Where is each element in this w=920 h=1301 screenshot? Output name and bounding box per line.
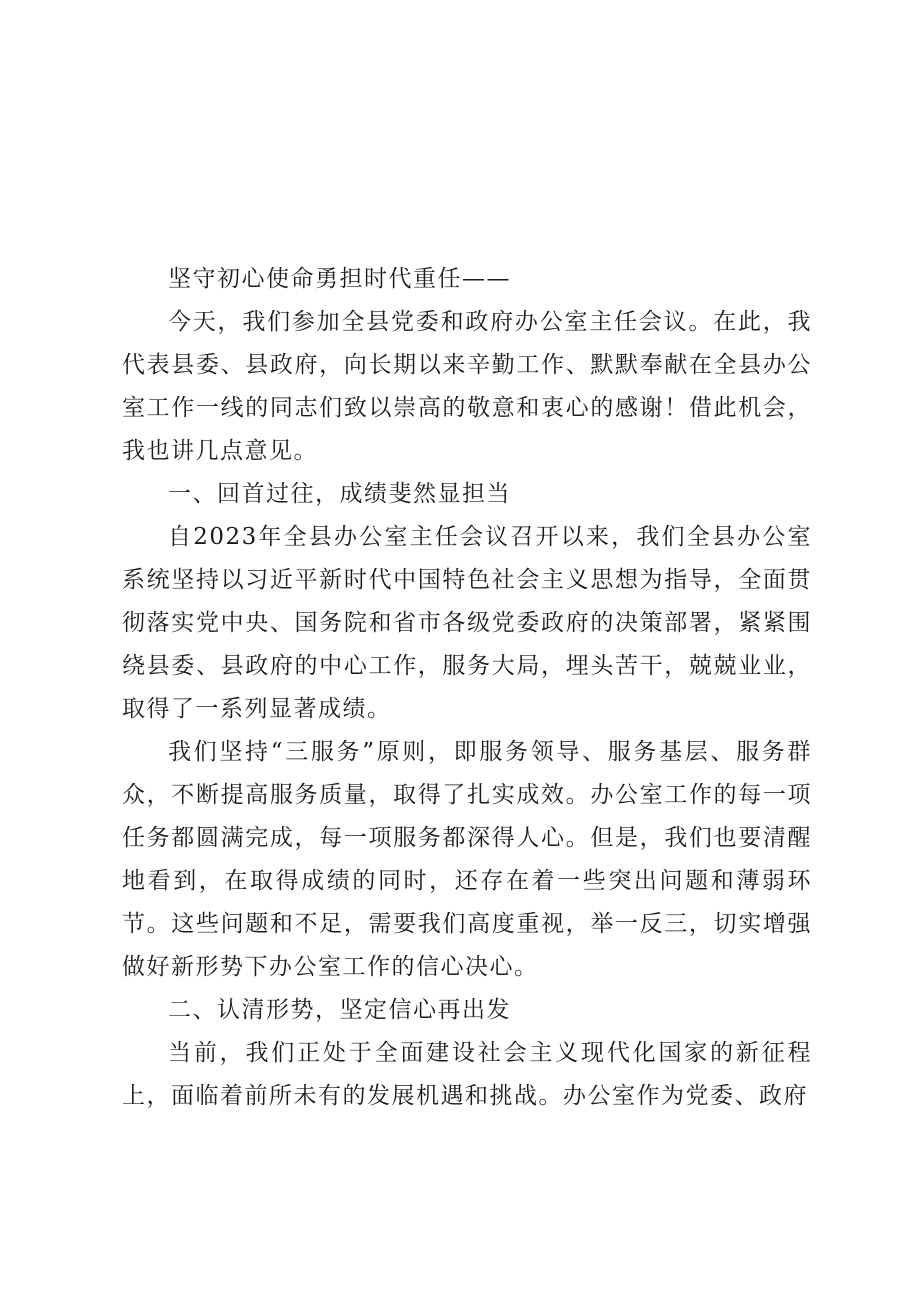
paragraph-opening: 今天，我们参加全县党委和政府办公室主任会议。在此，我代表县委、县政府，向长期以来辛勤工作、默默奉献在全县办公室工作一线的同志们致以崇高的敬意和衷心的感谢！借此机会，我也讲几点意见。 [122, 309, 812, 464]
paragraph-achievements: 自2023年全县办公室主任会议召开以来，我们全县办公室系统坚持以习近平新时代中国特色社会主义思想为指导，全面贯彻落实党中央、国务院和省市各级党委政府的决策部署，紧紧围绕县委、县政府的中心工作，服务大局，埋头苦干，兢兢业业，取得了一系列显著成绩。 [122, 524, 812, 722]
paragraph-three-services: 我们坚持“三服务”原则，即服务领导、服务基层、服务群众，不断提高服务质量，取得了扎实成效。办公室工作的每一项任务都圆满完成，每一项服务都深得人心。但是，我们也要清醒地看到，在取得成绩的同时，还存在着一些突出问题和薄弱环节。这些问题和不足，需要我们高度重视，举一反三，切实增强做好新形势下办公室工作的信心决心。 [122, 739, 812, 980]
section-heading-2: 二、认清形势，坚定信心再出发 [168, 997, 511, 1023]
document-title-line: 坚守初心使命勇担时代重任—— [168, 266, 511, 292]
document-body [122, 258, 812, 1118]
paragraph-current-situation: 当前，我们正处于全面建设社会主义现代化国家的新征程上，面临着前所未有的发展机遇和挑战。办公室作为党委、政府 [122, 1040, 812, 1109]
section-heading-1: 一、回首过往，成绩斐然显担当 [168, 481, 511, 507]
